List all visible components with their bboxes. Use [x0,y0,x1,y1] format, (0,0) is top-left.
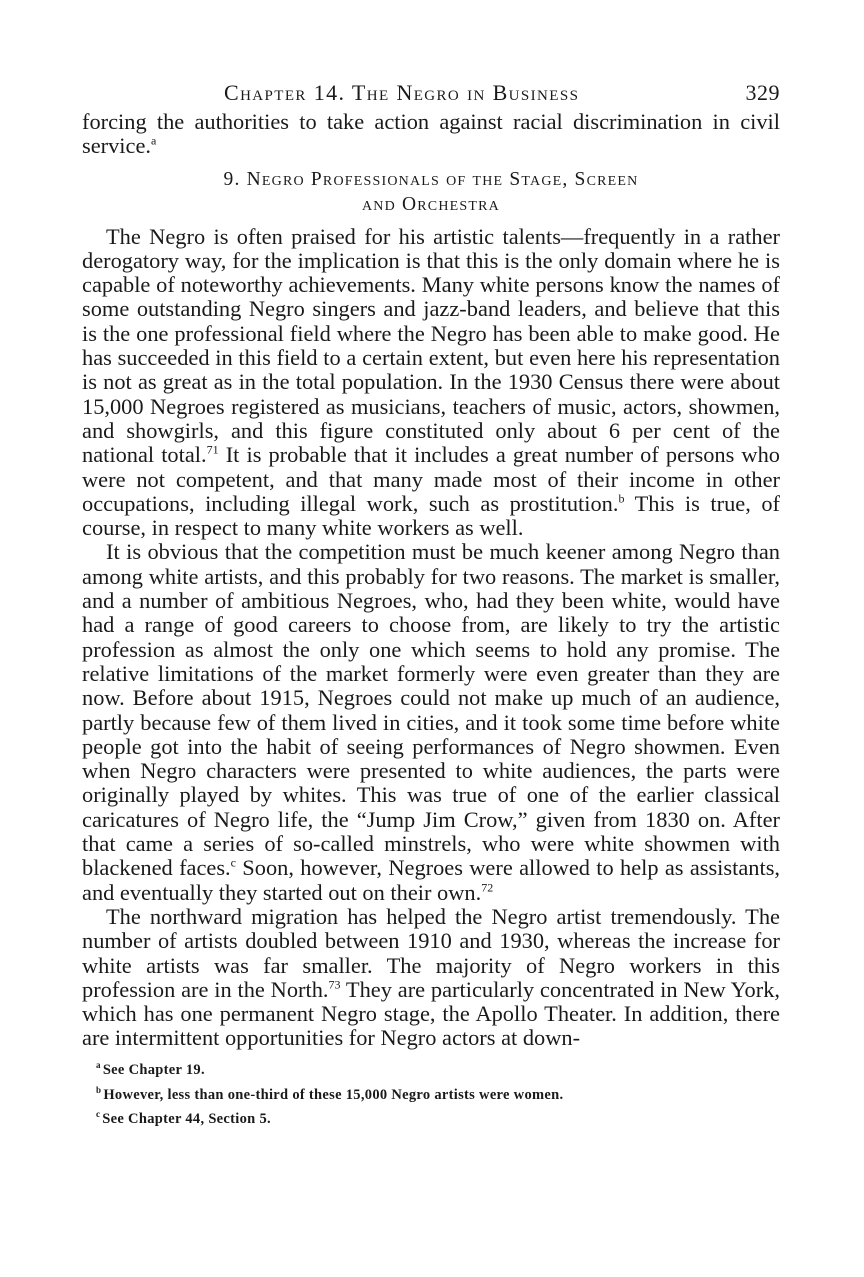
footnote-ref: c [230,855,236,870]
footnote-ref: b [618,491,625,506]
paragraph-continued [82,110,780,159]
footnote-text: See Chapter 44, Section 5. [102,1111,271,1128]
paragraph-text: The northward migration has helped the Negro artist tremendously. The number of artists doubled between 1910 and 1930, whereas the increase for white artists was far smaller. The majority of Negro workers in this profession are in the North. [82,903,780,1002]
footnote-ref: 71 [206,442,219,457]
book-page [82,76,780,1129]
paragraph-text: It is probable that it includes a great number of persons who were not competent, and that many made most of their income in other occupations, including illegal work, such as prostitution. [82,442,780,516]
section-heading [82,167,780,217]
paragraph [82,225,780,541]
page-number: 329 [745,80,780,105]
paragraph-text: forcing the authorities to take action against racial discrimination in civil service. [82,109,780,159]
paragraph-text: The Negro is often praised for his artistic talents—frequently in a rather derogatory way, for the implication is that this is the only domain where he is capable of noteworthy achievements. Many white persons know the names of some outstanding Negro singers and jazz-band leaders, and believe that this is the one professional field where the Negro has been able to make good. He has succeeded in this field to a certain extent, but even here his representation is not as great as in the total population. In the 1930 Census there were about 15,000 Negroes registered as musicians, teachers of music, actors, showmen, and showgirls, and this figure constituted only about 6 per cent of the national total. [82,223,780,468]
footnote-text: See Chapter 19. [102,1061,205,1078]
paragraph-text: This is true, of course, in respect to many white workers as well. [82,490,780,541]
section-heading-line: and Orchestra [361,193,500,215]
footnote-ref: 73 [328,977,341,992]
paragraph-text: It is obvious that the competition must be much keener among Negro than among white artists, and this probably for two reasons. The market is smaller, and a number of ambitious Negroes, who, had they been white, would have had a range of good careers to choose from, are likely to try the artistic profession as almost the only one which seems to hold any promise. The relative limitations of the market formerly were even greater than they are now. Before about 1915, Negroes could not make up much of an audience, partly because few of them lived in cities, and it took some time before white people got into the habit of seeing performances of Negro showmen. Even when Negro characters were presented to white audiences, the parts were originally played by whites. This was true of one of the earlier classical caricatures of Negro life, the “Jump Jim Crow,” given from 1830 on. After that came a series of so-called minstrels, who were white showmen with blackened faces. [82,539,780,881]
paragraph [82,905,780,1051]
section-heading-line: 9. Negro Professionals of the Stage, Screen [223,168,639,190]
footnote-mark: c [96,1109,101,1120]
footnote [96,1080,780,1105]
paragraph-text: Soon, however, Negroes were allowed to help as assistants, and eventually they started out on their own. [82,855,781,905]
paragraph [82,540,780,904]
footnote [96,1055,780,1080]
footnote [96,1104,780,1129]
footnote-ref: 72 [481,880,494,895]
footnote-mark: a [96,1059,101,1070]
footnote-text: However, less than one-third of these 15,000 Negro artists were women. [103,1086,564,1103]
footnote-ref: a [151,133,157,148]
footnote-mark: b [96,1084,102,1095]
running-head [82,76,780,110]
paragraph-text: They are particularly concentrated in New York, which has one permanent Negro stage, the Apollo Theater. In addition, there are intermittent opportunities for Negro actors at down- [82,976,781,1051]
footnotes [82,1055,780,1129]
chapter-title: Chapter 14. The Negro in Business [224,80,580,105]
